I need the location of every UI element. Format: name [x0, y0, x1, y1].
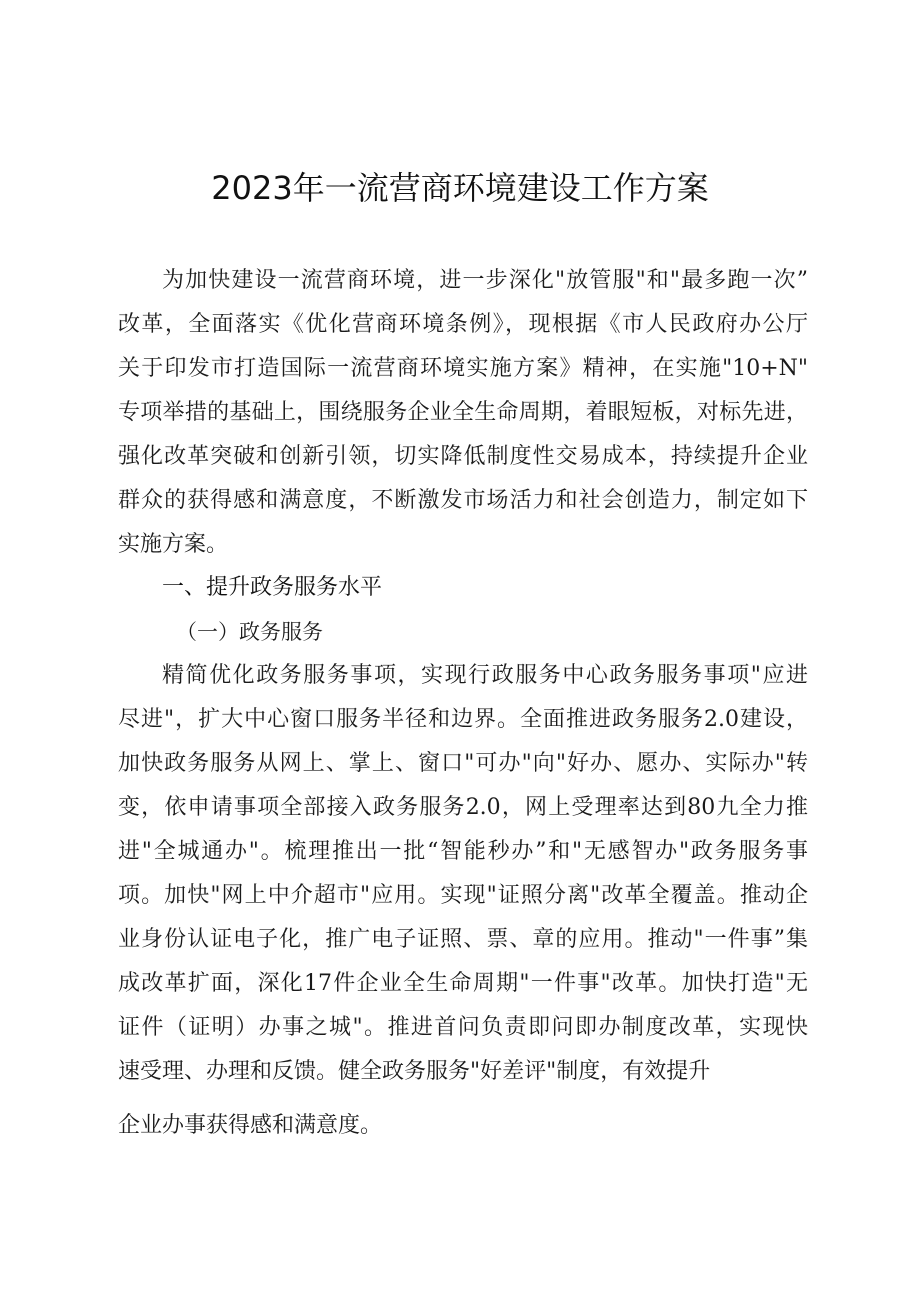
body-line-3: 加快政务服务从网上、掌上、窗口"可办"向"好办、愿办、实际办"转: [118, 751, 808, 776]
body-line-5: 进"全城通办"。梳理推出一批“智能秒办”和"无感智办"政务服务事: [118, 839, 808, 864]
intro-line-4: 专项举措的基础上，围绕服务企业全生命周期，着眼短板，对标先进，: [118, 400, 808, 425]
body-line-10: 速受理、办理和反馈。健全政务服务"好差评"制度，有效提升: [118, 1059, 711, 1084]
body-line-6: 项。加快"网上中介超市"应用。实现"证照分离"改革全覆盖。推动企: [118, 883, 808, 908]
body-line-final: 企业办事获得感和满意度。: [118, 1113, 383, 1138]
document-title: 2023年一流营商环境建设工作方案: [211, 169, 709, 207]
intro-line-5: 强化改革突破和创新引领，切实降低制度性交易成本，持续提升企业: [118, 444, 808, 469]
intro-line-7: 实施方案。: [118, 532, 229, 557]
body-line-9: 证件（证明）办事之城"。推进首问负责即问即办制度改革，实现快: [118, 1015, 808, 1040]
body-line-2: 尽进"，扩大中心窗口服务半径和边界。全面推进政务服务2.0建设，: [118, 707, 808, 732]
section-heading-1: 一、提升政务服务水平: [162, 575, 383, 600]
body-line-7: 业身份认证电子化，推广电子证照、票、章的应用。推动"一件事”集: [118, 927, 808, 952]
body-line-1: 精简优化政务服务事项，实现行政服务中心政务服务事项"应进: [162, 663, 808, 688]
subsection-heading-1: （一）政务服务: [176, 620, 323, 644]
intro-line-3: 关于印发市打造国际一流营商环境实施方案》精神，在实施"10+N": [118, 356, 808, 381]
intro-line-2: 改革，全面落实《优化营商环境条例》，现根据《市人民政府办公厅: [118, 312, 808, 337]
body-line-4: 变，依申请事项全部接入政务服务2.0，网上受理率达到80九全力推: [118, 795, 808, 820]
intro-line-1: 为加快建设一流营商环境，进一步深化"放管服"和"最多跑一次”: [162, 268, 808, 293]
body-line-8: 成改革扩面，深化17件企业全生命周期"一件事"改革。加快打造"无: [118, 971, 808, 996]
intro-line-6: 群众的获得感和满意度，不断激发市场活力和社会创造力，制定如下: [118, 488, 808, 513]
